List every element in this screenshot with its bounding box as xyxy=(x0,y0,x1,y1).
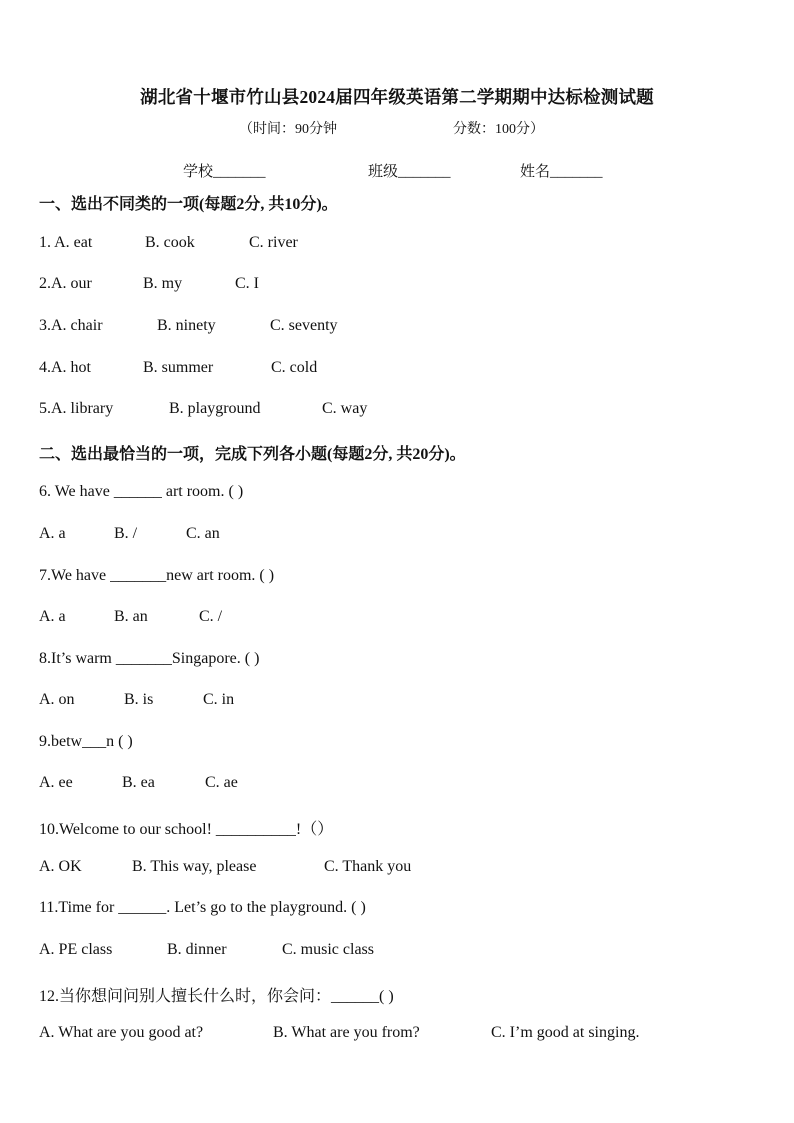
question-9-stem: 9.betw___n ( ) xyxy=(39,733,133,750)
option-c: C. I’m good at singing. xyxy=(491,1024,640,1041)
section-2-heading: 二、选出最恰当的一项，完成下列各小题(每题2分, 共20分)。 xyxy=(39,446,466,463)
option-a: A. a xyxy=(39,525,66,542)
option-b: B. / xyxy=(114,525,138,542)
exam-time: （时间：90分钟 xyxy=(239,122,337,137)
option-a: A. on xyxy=(39,691,75,708)
option-b: B. dinner xyxy=(167,941,227,958)
question-10-stem: 10.Welcome to our school! __________!（） xyxy=(39,821,334,838)
option-c: C. an xyxy=(186,525,220,542)
option-b: B. playground xyxy=(169,400,261,417)
option-a: 4.A. hot xyxy=(39,359,91,376)
option-a: 1. A. eat xyxy=(39,234,93,251)
question-8-stem: 8.It’s warm _______Singapore. ( ) xyxy=(39,650,260,667)
option-c: C. Thank you xyxy=(324,858,412,875)
option-b: B. is xyxy=(124,691,154,708)
option-c: C. in xyxy=(203,691,235,708)
exam-score: 分数：100分） xyxy=(453,122,544,137)
question-7-stem: 7.We have _______new art room. ( ) xyxy=(39,567,275,584)
option-a: A. PE class xyxy=(39,941,113,958)
question-11-stem: 11.Time for ______. Let’s go to the playground. ( ) xyxy=(39,899,366,916)
option-c: C. way xyxy=(322,400,368,417)
option-c: C. / xyxy=(199,608,223,625)
page-title: 湖北省十堰市竹山县2024届四年级英语第二学期期中达标检测试题 xyxy=(140,87,654,107)
question-12-stem: 12.当你想问问别人擅长什么时，你会问：______( ) xyxy=(39,988,394,1005)
option-b: B. cook xyxy=(145,234,195,251)
option-a: A. OK xyxy=(39,858,82,875)
option-b: B. an xyxy=(114,608,148,625)
section-1-heading: 一、选出不同类的一项(每题2分, 共10分)。 xyxy=(39,196,338,213)
option-c: C. music class xyxy=(282,941,374,958)
option-a: A. a xyxy=(39,608,66,625)
option-c: C. river xyxy=(249,234,298,251)
option-a: 2.A. our xyxy=(39,275,92,292)
option-b: B. ninety xyxy=(157,317,216,334)
question-6-stem: 6. We have ______ art room. ( ) xyxy=(39,483,244,500)
option-b: B. ea xyxy=(122,774,155,791)
option-c: C. cold xyxy=(271,359,318,376)
school-field: 学校_______ xyxy=(183,164,266,180)
option-a: 3.A. chair xyxy=(39,317,103,334)
option-b: B. summer xyxy=(143,359,214,376)
class-field: 班级_______ xyxy=(368,164,451,180)
option-a: 5.A. library xyxy=(39,400,114,417)
option-b: B. This way, please xyxy=(132,858,257,875)
option-c: C. ae xyxy=(205,774,238,791)
option-c: C. I xyxy=(235,275,259,292)
option-c: C. seventy xyxy=(270,317,338,334)
option-a: A. What are you good at? xyxy=(39,1024,204,1041)
option-b: B. my xyxy=(143,275,183,292)
name-field: 姓名_______ xyxy=(520,164,603,180)
option-a: A. ee xyxy=(39,774,73,791)
option-b: B. What are you from? xyxy=(273,1024,420,1041)
